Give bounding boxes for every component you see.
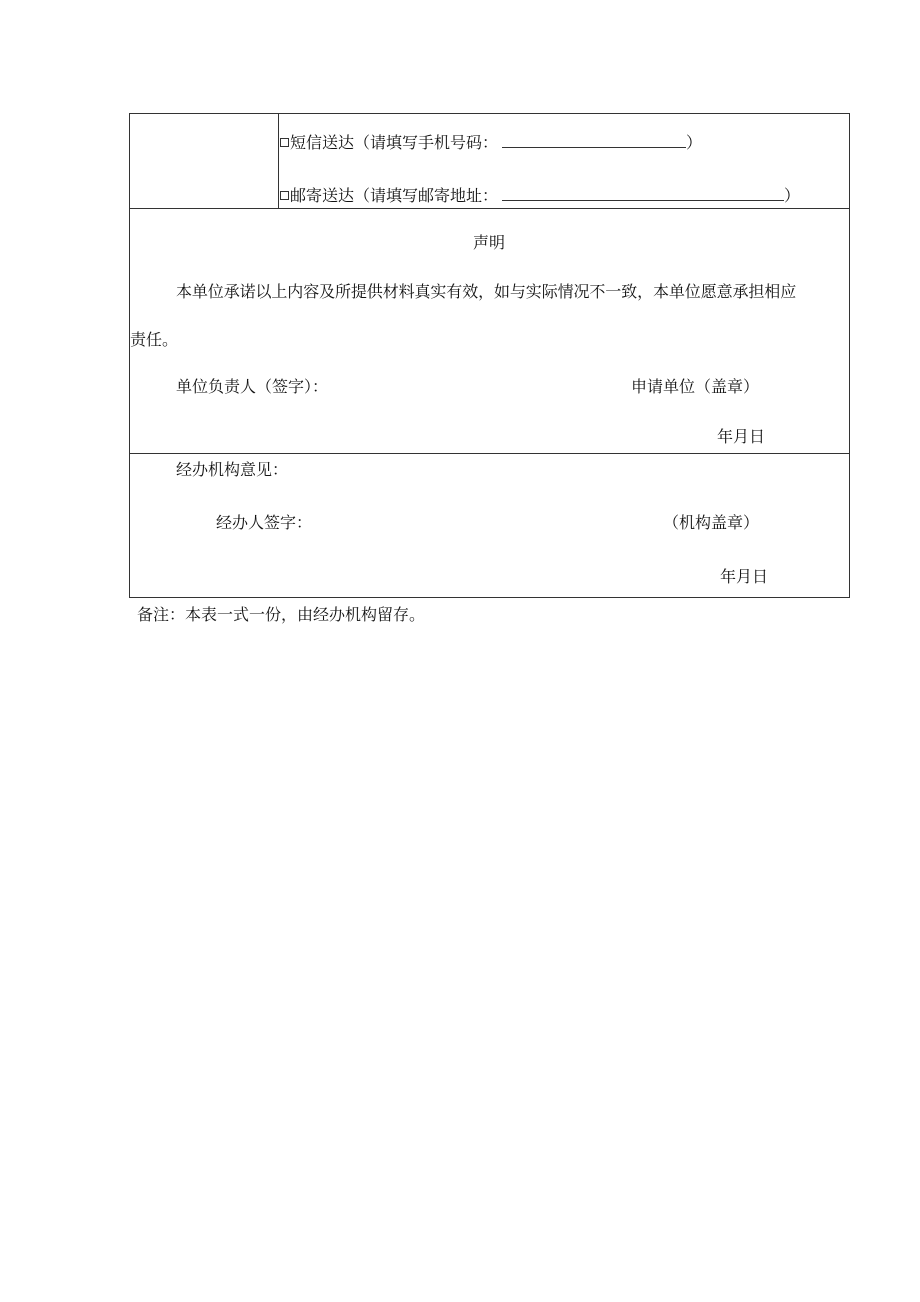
form-table <box>129 113 850 598</box>
row-divider <box>130 453 849 454</box>
mailing-address-field[interactable] <box>502 185 784 201</box>
column-divider <box>278 114 279 208</box>
handler-signature-label: 经办人签字： <box>216 513 313 532</box>
applicant-seal-label: 申请单位（盖章） <box>631 377 760 396</box>
mail-close-paren: ） <box>784 186 801 205</box>
sms-close-paren: ） <box>686 133 703 152</box>
mail-checkbox[interactable] <box>280 191 289 200</box>
declaration-body-line2: 责任。 <box>130 330 179 349</box>
row-divider <box>130 208 849 209</box>
footnote: 备注：本表一式一份，由经办机构留存。 <box>137 605 426 624</box>
declaration-body-line1: 本单位承诺以上内容及所提供材料真实有效，如与实际情况不一致，本单位愿意承担相应 <box>176 282 797 301</box>
declaration-date-label: 年月日 <box>717 427 766 446</box>
mail-delivery-option[interactable] <box>280 185 800 206</box>
agency-seal-label: （机构盖章） <box>663 513 760 532</box>
phone-number-field[interactable] <box>502 132 686 148</box>
sms-checkbox[interactable] <box>280 138 289 147</box>
agency-date-label: 年月日 <box>720 567 769 586</box>
declaration-title: 声明 <box>473 233 506 252</box>
sms-delivery-option[interactable] <box>280 132 702 153</box>
unit-head-signature-label: 单位负责人（签字）： <box>176 377 329 396</box>
agency-opinion-label: 经办机构意见： <box>176 460 289 479</box>
sms-delivery-label: 短信送达（请填写手机号码： <box>290 133 499 152</box>
mail-delivery-label: 邮寄送达（请填写邮寄地址： <box>290 186 499 205</box>
